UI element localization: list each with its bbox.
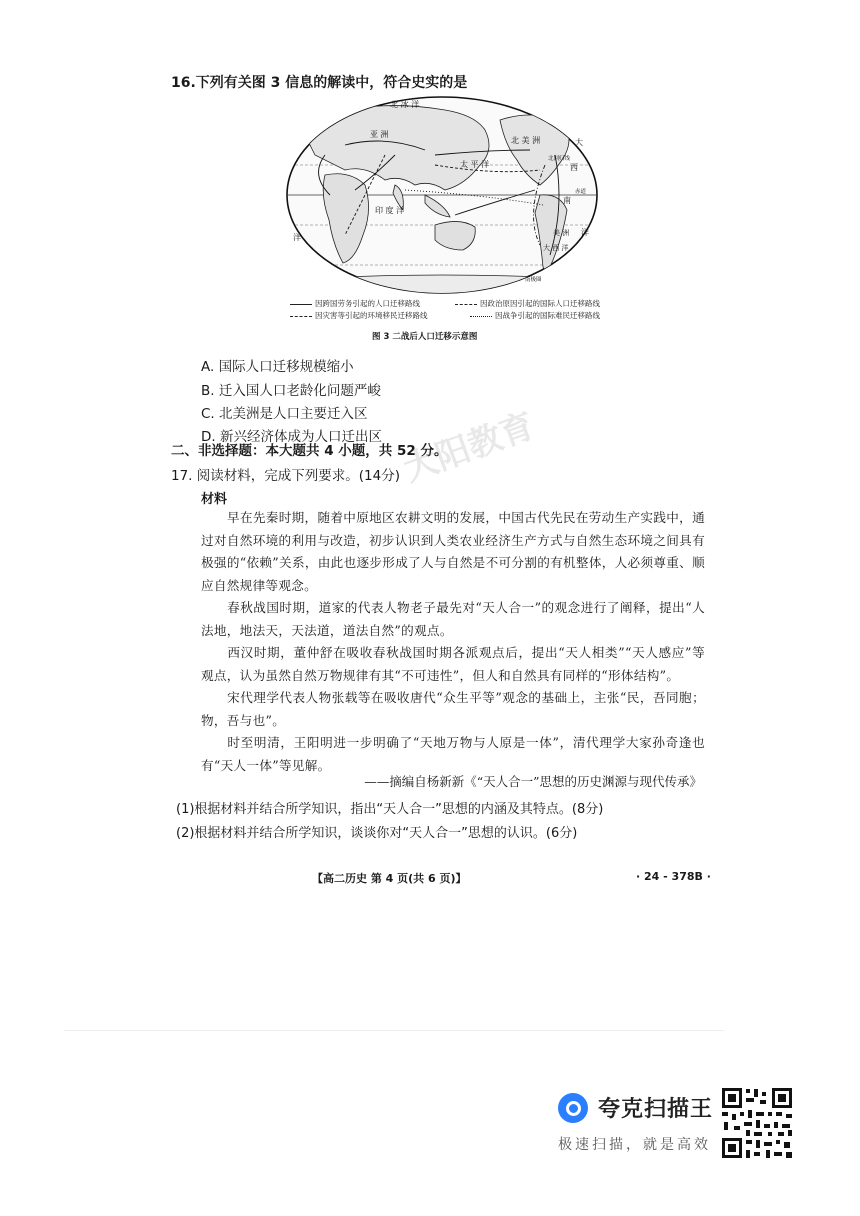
- material-label: 材料: [201, 492, 228, 507]
- map-label-west: 西: [570, 163, 578, 172]
- migration-map: [285, 95, 600, 295]
- legend-item: 因灾害等引起的环境移民迁移路线: [290, 310, 428, 322]
- qr-code-icon: [720, 1086, 794, 1160]
- map-label-arctic: 北 冰 洋: [390, 100, 420, 109]
- scanner-brand: [558, 1092, 713, 1123]
- question-17-title: 17. 阅读材料，完成下列要求。(14分): [171, 468, 400, 484]
- material-paragraph: 春秋战国时期，道家的代表人物老子最先对“天人合一”的观念进行了阐释，提出“人法地，地法天，天法道，道法自然”的观点。: [201, 600, 705, 638]
- map-legend: [290, 298, 600, 322]
- page-footer-right: · 24 - 378B ·: [636, 870, 711, 883]
- material-source: ——摘编自杨新新《“天人合一”思想的历史渊源与现代传承》: [364, 774, 702, 789]
- figure-caption: 图 3 二战后人口迁移示意图: [372, 332, 478, 342]
- section-heading: 二、非选择题：本大题共 4 小题，共 52 分。: [171, 443, 448, 459]
- option-d: D. 新兴经济体成为人口迁出区: [201, 429, 382, 445]
- option-c: C. 北美洲是人口主要迁入区: [201, 406, 368, 422]
- map-label-pacific: 太 平 洋: [460, 160, 490, 169]
- page-footer-left: 【高二历史 第 4 页(共 6 页)】: [312, 872, 467, 885]
- map-label-ocean-left: 洋: [293, 233, 301, 242]
- sub-question-1: (1)根据材料并结合所学知识，指出“天人合一”思想的内涵及其特点。(8分): [176, 802, 604, 817]
- question-16-title: 16.下列有关图 3 信息的解读中，符合史实的是: [171, 75, 468, 91]
- material-paragraph: 早在先秦时期，随着中原地区农耕文明的发展，中国古代先民在劳动生产实践中，通过对自然环境的利用与改造，初步认识到人类农业经济生产方式与自然生态环境之间具有极强的“依赖”关系，由此也逐步形成了人与自然是不可分割的有机整体，人必须尊重、顺应自然规律等观念。: [201, 510, 705, 593]
- map-label-north-america: 北 美 洲: [511, 136, 541, 145]
- material-paragraph: 西汉时期，董仲舒在吸收春秋战国时期各派观点后，提出“天人相类”“天人感应”等观点，认为虽然自然万物规律有其“不可违性”，但人和自然具有同样的“形体结构”。: [201, 645, 705, 683]
- map-label-indian: 印 度 洋: [375, 206, 405, 215]
- scanner-logo-icon: [558, 1093, 588, 1123]
- material-paragraph: 时至明清，王阳明进一步明确了“天地万物与人原是一体”，清代理学大家孙奇逢也有“天人一体”等见解。: [201, 735, 705, 773]
- map-label-big: 大: [575, 138, 583, 147]
- map-label-antarctic-circle: 南极圈: [525, 277, 542, 283]
- divider: [64, 1030, 724, 1031]
- option-b: B. 迁入国人口老龄化问题严峻: [201, 383, 381, 399]
- map-label-asia: 亚 洲: [370, 130, 389, 139]
- map-label-ocean-right: 洋: [581, 228, 589, 237]
- watermark: 大阳教育: [398, 405, 540, 490]
- legend-item: 因跨国劳务引起的人口迁移路线: [290, 298, 420, 310]
- legend-item: 因政治原因引起的国际人口迁移路线: [455, 298, 600, 310]
- legend-item: 因战争引起的国际难民迁移路线: [470, 310, 600, 322]
- scanner-brand-name: 夸克扫描王: [598, 1097, 714, 1122]
- map-label-atlantic: 大 西 洋: [543, 244, 569, 252]
- material-paragraph: 宋代理学代表人物张载等在吸收唐代“众生平等”观念的基础上，主张“民，吾同胞；物，吾与也”。: [201, 690, 705, 728]
- option-a: A. 国际人口迁移规模缩小: [201, 359, 354, 375]
- map-label-equator: 赤道: [575, 189, 587, 195]
- scanner-slogan: 极速扫描，就是高效: [558, 1137, 711, 1153]
- map-label-tropic: 北回归线: [548, 156, 571, 162]
- map-label-south: 南: [563, 196, 571, 205]
- sub-question-2: (2)根据材料并结合所学知识，谈谈你对“天人合一”思想的认识。(6分): [176, 826, 578, 841]
- map-label-south-america: 美 洲: [553, 229, 570, 237]
